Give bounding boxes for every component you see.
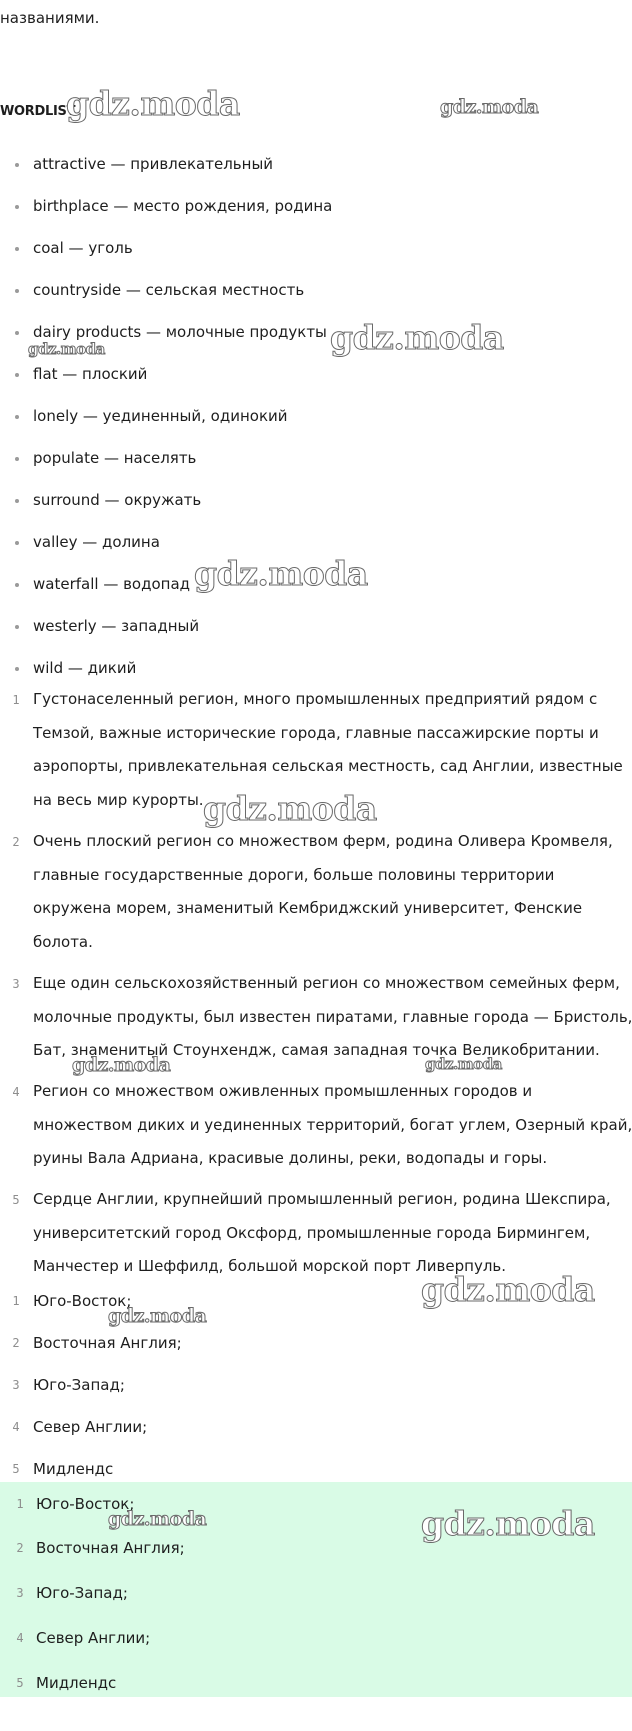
description-line: Густонаселенный регион, много промышленных предприятий рядом с — [33, 690, 598, 708]
bullet-icon — [15, 163, 19, 167]
wordlist-item: coal — уголь — [33, 239, 133, 257]
item-number: 3 — [12, 977, 20, 991]
description-line: Очень плоский регион со множеством ферм, родина Оливера Кромвеля, — [33, 832, 613, 850]
answer-item: Восточная Англия; — [36, 1539, 185, 1557]
wordlist-item: flat — плоский — [33, 365, 148, 383]
bullet-icon — [15, 457, 19, 461]
bullet-icon — [15, 331, 19, 335]
intro-text: названиями. — [0, 9, 100, 27]
description-item — [33, 1183, 631, 1284]
item-number: 5 — [12, 1462, 20, 1476]
answer-item: Юго-Восток; — [36, 1495, 135, 1513]
description-line: болота. — [33, 932, 93, 951]
watermark: gdz.moda — [108, 1508, 207, 1530]
wordlist-title: WORDLIST — [0, 104, 76, 119]
item-number: 1 — [12, 1294, 20, 1308]
bullet-icon — [15, 373, 19, 377]
wordlist-item: westerly — западный — [33, 617, 200, 635]
watermark: gdz.moda — [28, 340, 105, 358]
item-number: 3 — [16, 1586, 24, 1600]
watermark: gdz.moda — [108, 1305, 207, 1327]
wordlist-item: waterfall — водопад — [33, 575, 191, 593]
item-number: 5 — [12, 1193, 20, 1207]
item-number: 2 — [16, 1541, 24, 1555]
item-number: 4 — [12, 1085, 20, 1099]
description-line: университетский город Оксфорд, промышленные города Бирмингем, — [33, 1223, 591, 1242]
description-line: аэропорты, привлекательная сельская местность, сад Англии, известные — [33, 757, 623, 775]
description-line: главные государственные дороги, больше половины территории — [33, 865, 555, 884]
region-item: Север Англии; — [33, 1418, 148, 1436]
item-number: 4 — [16, 1631, 24, 1645]
wordlist-item: lonely — уединенный, одинокий — [33, 407, 288, 425]
description-line: на весь мир курорты. — [33, 790, 204, 809]
description-line: множеством диких и уединенных территорий, богат углем, Озерный край, — [33, 1115, 632, 1134]
bullet-icon — [15, 541, 19, 545]
wordlist-item: surround — окружать — [33, 491, 202, 509]
item-number: 4 — [12, 1420, 20, 1434]
wordlist-item: dairy products — молочные продукты — [33, 323, 327, 341]
wordlist-item: valley — долина — [33, 533, 160, 551]
bullet-icon — [15, 415, 19, 419]
answer-item: Мидлендс — [36, 1674, 117, 1692]
description-line: Сердце Англии, крупнейший промышленный регион, родина Шекспира, — [33, 1190, 611, 1208]
description-line: Еще один сельскохозяйственный регион со множеством семейных ферм, — [33, 974, 620, 992]
wordlist-item: birthplace — место рождения, родина — [33, 197, 333, 215]
item-number: 5 — [16, 1676, 24, 1690]
watermark: gdz.moda — [66, 84, 240, 123]
item-number: 3 — [12, 1378, 20, 1392]
region-item: Мидлендс — [33, 1460, 114, 1478]
answer-item: Юго-Запад; — [36, 1584, 128, 1602]
item-number: 2 — [12, 1336, 20, 1350]
bullet-icon — [15, 667, 19, 671]
wordlist-item: countryside — сельская местность — [33, 281, 305, 299]
watermark: gdz.moda — [330, 318, 504, 357]
bullet-icon — [15, 289, 19, 293]
description-line: Темзой, важные исторические города, главные пассажирские порты и — [33, 723, 599, 742]
description-item — [33, 1075, 631, 1176]
description-item — [33, 825, 631, 959]
description-item — [33, 967, 631, 1068]
description-line: руины Вала Адриана, красивые долины, реки, водопады и горы. — [33, 1149, 548, 1167]
region-item: Юго-Восток; — [33, 1292, 132, 1310]
watermark: gdz.moda — [421, 1504, 595, 1543]
bullet-icon — [15, 625, 19, 629]
item-number: 1 — [16, 1497, 24, 1511]
watermark: gdz.moda — [194, 554, 368, 593]
description-line: Регион со множеством оживленных промышленных городов и — [33, 1082, 533, 1100]
description-line: окружена морем, знаменитый Кембриджский университет, Фенские — [33, 899, 583, 917]
description-line: Манчестер и Шеффилд, большой морской порт Ливерпуль. — [33, 1257, 507, 1275]
description-line: Бат, знаменитый Стоунхендж, самая западная точка Великобритании. — [33, 1041, 600, 1059]
bullet-icon — [15, 205, 19, 209]
bullet-icon — [15, 247, 19, 251]
watermark: gdz.moda — [203, 789, 377, 828]
region-item: Юго-Запад; — [33, 1376, 125, 1394]
wordlist-item: wild — дикий — [33, 659, 137, 677]
answer-item: Север Англии; — [36, 1629, 151, 1647]
watermark: gdz.moda — [72, 1054, 171, 1076]
wordlist-item: populate — населять — [33, 449, 197, 467]
wordlist-item: attractive — привлекательный — [33, 155, 274, 173]
watermark: gdz.moda — [425, 1055, 502, 1073]
watermark: gdz.moda — [440, 96, 539, 118]
item-number: 2 — [12, 835, 20, 849]
region-item: Восточная Англия; — [33, 1334, 182, 1352]
description-line: молочные продукты, был известен пиратами, главные города — Бристоль, — [33, 1007, 632, 1026]
bullet-icon — [15, 583, 19, 587]
bullet-icon — [15, 499, 19, 503]
item-number: 1 — [12, 693, 20, 707]
watermark: gdz.moda — [421, 1270, 595, 1309]
